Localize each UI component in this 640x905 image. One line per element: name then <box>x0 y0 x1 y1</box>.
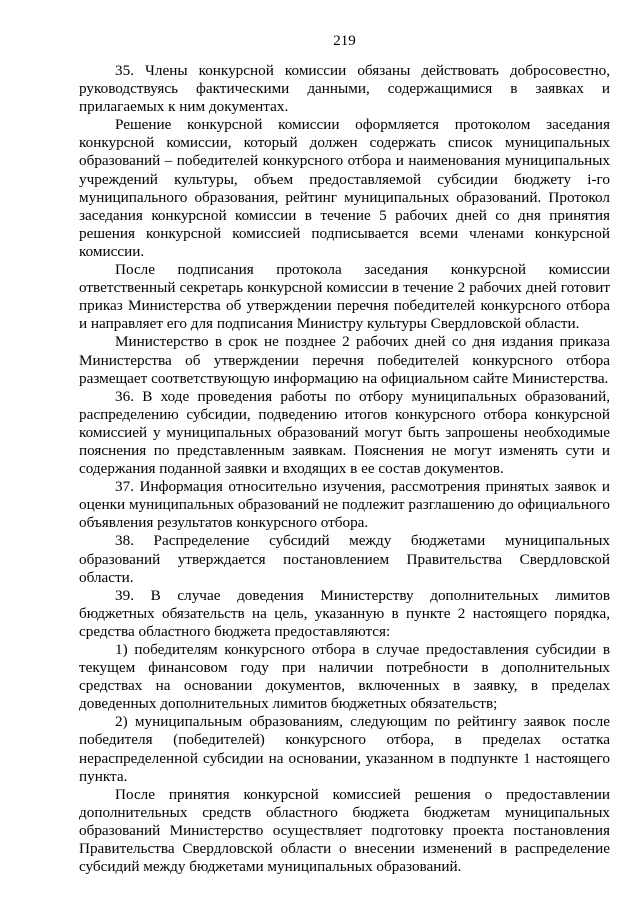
paragraph-protocol-signing: После подписания протокола заседания конкурсной комиссии ответственный секретарь конкурсной комиссии в течение 2 рабочих дней готовит приказ Министерства об утверждении перечня победителей конкурсного отбора и направляет его для подписания Министру культуры Свердловской области. <box>79 261 610 333</box>
paragraph-37: 37. Информация относительно изучения, рассмотрения принятых заявок и оценки муниципальных образований не подлежит разглашению до официального объявления результатов конкурсного отбора. <box>79 478 610 532</box>
paragraph-additional-funds: После принятия конкурсной комиссией решения о предоставлении дополнительных средств областного бюджета бюджетам муниципальных образований Министерство осуществляет подготовку проекта постановления Правительства Свердловской области о внесении изменений в распределение субсидий между бюджетами муниципальных образований. <box>79 785 610 876</box>
paragraph-39-item-2: 2) муниципальным образованиям, следующим по рейтингу заявок после победителя (победителей) конкурсного отбора, в пределах остатка нераспределенной субсидии на основании, указанном в подпункте 1 настоящего пункта. <box>79 713 610 785</box>
paragraph-ministry-publication: Министерство в срок не позднее 2 рабочих дней со дня издания приказа Министерства об утверждении перечня победителей конкурсного отбора размещает соответствующую информацию на официальном сайте Министерства. <box>79 333 610 387</box>
paragraph-38: 38. Распределение субсидий между бюджетами муниципальных образований утверждается постановлением Правительства Свердловской области. <box>79 532 610 586</box>
paragraph-protocol-decision: Решение конкурсной комиссии оформляется протоколом заседания конкурсной комиссии, который должен содержать список муниципальных образований – победителей конкурсного отбора и наименования муниципальных учреждений культуры, объем предоставляемой субсидии бюджету i-го муниципального образования, рейтинг муниципальных образований. Протокол заседания конкурсной комиссии в течение 5 рабочих дней со дня принятия решения конкурсной комиссией подписывается всеми членами конкурсной комиссии. <box>79 116 610 260</box>
paragraph-39: 39. В случае доведения Министерству дополнительных лимитов бюджетных обязательств на цель, указанную в пункте 2 настоящего порядка, средства областного бюджета предоставляются: <box>79 586 610 640</box>
page-number: 219 <box>333 33 356 49</box>
paragraph-35: 35. Члены конкурсной комиссии обязаны действовать добросовестно, руководствуясь фактическими данными, содержащимися в заявках и прилагаемых к ним документах. <box>79 62 610 116</box>
paragraph-39-item-1: 1) победителям конкурсного отбора в случае предоставления субсидии в текущем финансовом году при наличии потребности в дополнительных средствах на основании документов, включенных в заявку, в пределах доведенных дополнительных лимитов бюджетных обязательств; <box>79 641 610 713</box>
document-body <box>79 62 610 876</box>
paragraph-36: 36. В ходе проведения работы по отбору муниципальных образований, распределению субсидии, подведению итогов конкурсного отбора конкурсной комиссией у муниципальных образований могут быть запрошены необходимые пояснения по представленным заявкам. Пояснения не могут изменять сути и содержания поданной заявки и входящих в ее состав документов. <box>79 387 610 478</box>
document-page <box>79 0 610 905</box>
